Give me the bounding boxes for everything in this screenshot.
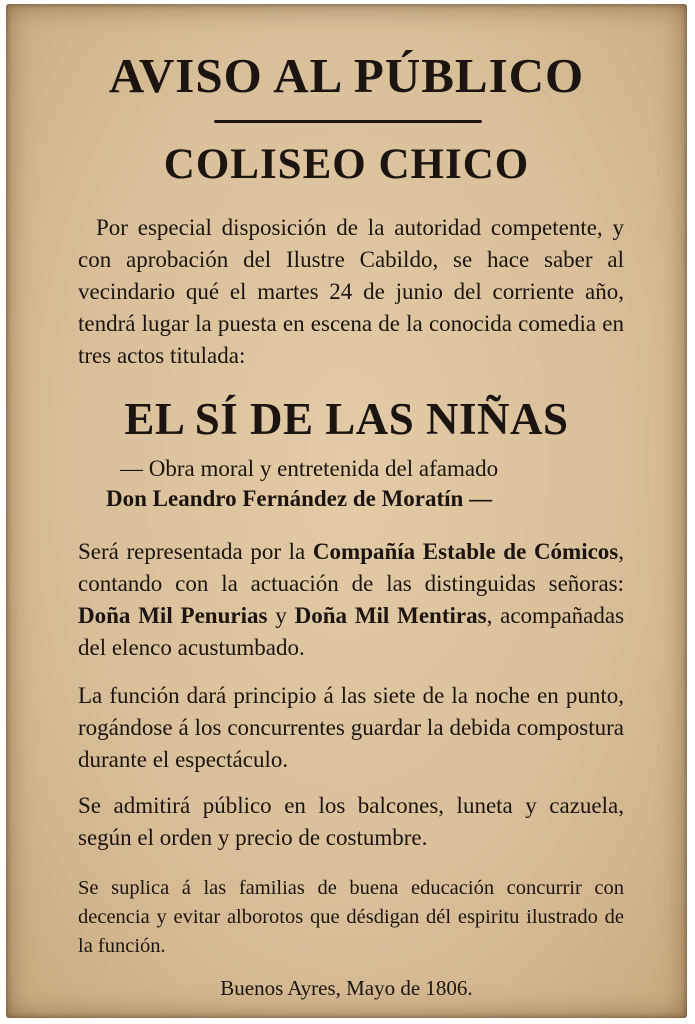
poster-title: AVISO AL PÚBLICO [108, 48, 585, 103]
seating-paragraph: Se admitirá público en los balcones, luneta y cazuela, según el orden y precio de costumbre. [78, 793, 624, 850]
actress-one: Doña Mil Penurias [78, 603, 268, 628]
play-title: EL SÍ DE LAS NIÑAS [124, 394, 569, 444]
cast-closing-text: , acompañadas del elenco acustumbado. [78, 603, 625, 660]
schedule-paragraph: La función dará principio á las siete de la noche en punto, rogándose á los concurrentes guardar la debida compostura durante el espectáculo. [78, 683, 624, 772]
company-name: Compañía Estable de Cómicos [312, 539, 619, 564]
intro-paragraph: Por especial disposición de la autoridad competente, y con aprobación del Ilustre Cabildo, se hace saber al vecindario qué el martes 24 de junio del corriente año, tendrá lugar la puesta en escena de la conocida comedia en tres actos titulada: [78, 215, 624, 368]
poster-sheet [6, 4, 687, 1018]
cast-middle-text: , contando con la actuación de las distinguidas señoras: [78, 539, 625, 596]
theater-name: COLISEO CHICO [163, 141, 530, 188]
author-credit [106, 454, 586, 514]
place-and-date: Buenos Ayres, Mayo de 1806. [220, 976, 473, 1000]
author-credit-line1: — Obra moral y entretenida del afamado [120, 456, 499, 481]
cast-paragraph [78, 536, 624, 664]
author-credit-line2: Don Leandro Fernández de Moratín — [106, 486, 493, 511]
conduct-request-paragraph: Se suplica á las familias de buena educación concurrir con decencia y evitar alborotos que désdigan dél espiritu ilustrado de la función. [78, 877, 624, 957]
title-divider [214, 120, 482, 123]
cast-intro-text: Será representada por la [78, 539, 313, 564]
cast-and-text: y [267, 603, 295, 628]
actress-two: Doña Mil Mentiras [294, 603, 487, 628]
